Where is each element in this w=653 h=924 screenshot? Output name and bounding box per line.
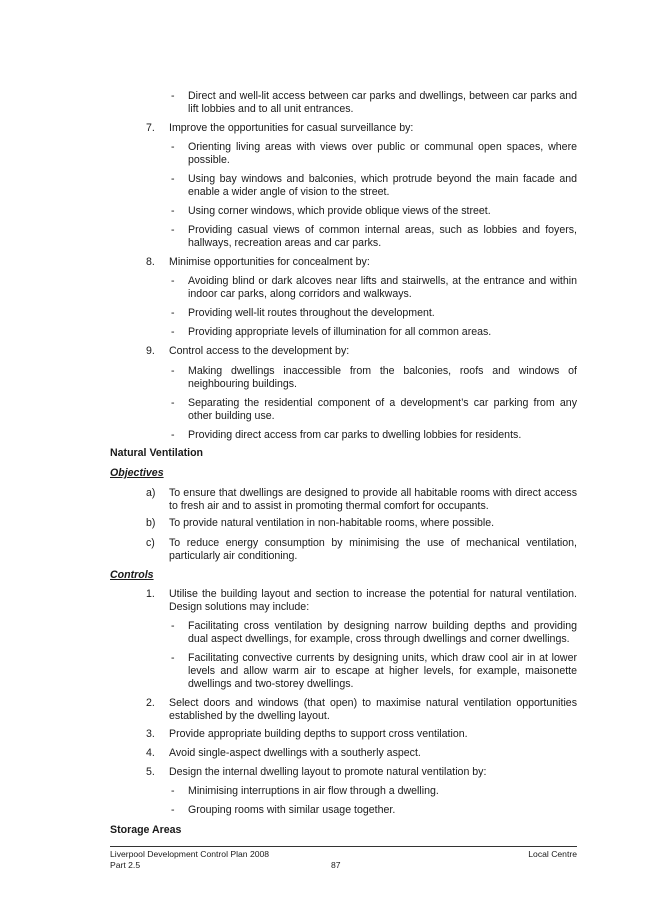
objective-item: To provide natural ventilation in non-habitable rooms, where possible. <box>169 517 495 529</box>
bullet-dash: - <box>171 804 175 816</box>
control-label: 5. <box>146 766 155 778</box>
bullet-dash: - <box>171 173 175 185</box>
list-item-bullet: Providing appropriate levels of illumination for all common areas. <box>188 326 492 338</box>
control-item: Provide appropriate building depths to support cross ventilation. <box>169 728 468 740</box>
list-item: Improve the opportunities for casual surveillance by: <box>169 122 414 134</box>
list-item: Minimise opportunities for concealment by: <box>169 256 370 268</box>
list-item-bullet: Providing well-lit routes throughout the development. <box>188 307 435 319</box>
footer-section: Local Centre <box>528 849 577 859</box>
section-heading: Natural Ventilation <box>110 447 204 459</box>
objectives-heading: Objectives <box>110 467 164 479</box>
objective-label: a) <box>146 487 156 499</box>
list-number: 9. <box>146 345 155 357</box>
bullet-dash: - <box>171 141 175 153</box>
list-item-bullet: Minimising interruptions in air flow through a dwelling. <box>188 785 439 797</box>
bullet-dash: - <box>171 275 175 287</box>
list-item-bullet: Orienting living areas with views over public or communal open spaces, where possible. <box>188 141 577 166</box>
bullet-dash: - <box>171 365 175 377</box>
objective-item: To ensure that dwellings are designed to provide all habitable rooms with direct access to fresh air and to assist in promoting thermal comfort for occupants. <box>169 487 577 512</box>
bullet-dash: - <box>171 785 175 797</box>
control-item: Utilise the building layout and section to increase the potential for natural ventilation. Design solutions may include: <box>169 588 577 613</box>
bullet-dash: - <box>171 652 175 664</box>
objective-label: c) <box>146 537 155 549</box>
list-item-bullet: Avoiding blind or dark alcoves near lifts and stairwells, at the entrance and within indoor car parks, along corridors and walkways. <box>188 275 577 300</box>
list-item-bullet: Grouping rooms with similar usage together. <box>188 804 396 816</box>
footer-divider <box>110 846 577 847</box>
control-item: Design the internal dwelling layout to promote natural ventilation by: <box>169 766 487 778</box>
list-item-bullet: Providing direct access from car parks to dwelling lobbies for residents. <box>188 429 522 441</box>
control-item: Avoid single-aspect dwellings with a southerly aspect. <box>169 747 421 759</box>
list-item-bullet: Using bay windows and balconies, which protrude beyond the main facade and enable a wider angle of vision to the street. <box>188 173 577 198</box>
control-label: 4. <box>146 747 155 759</box>
list-item-bullet: Facilitating convective currents by designing units, which draw cool air in at lower levels and allow warm air to escape at higher levels, for example, maisonette dwellings and two-storey dwellings. <box>188 652 577 690</box>
control-item: Select doors and windows (that open) to maximise natural ventilation opportunities established by the dwelling layout. <box>169 697 577 722</box>
list-item-bullet: Using corner windows, which provide oblique views of the street. <box>188 205 491 217</box>
bullet-dash: - <box>171 224 175 236</box>
bullet-dash: - <box>171 307 175 319</box>
section-heading: Storage Areas <box>110 824 182 836</box>
list-number: 8. <box>146 256 155 268</box>
objective-item: To reduce energy consumption by minimising the use of mechanical ventilation, particularly air conditioning. <box>169 537 577 562</box>
bullet-dash: - <box>171 326 175 338</box>
list-item-bullet: Providing casual views of common internal areas, such as lobbies and foyers, hallways, recreation areas and car parks. <box>188 224 577 249</box>
bullet-dash: - <box>171 205 175 217</box>
list-item-bullet: Making dwellings inaccessible from the balconies, roofs and windows of neighbouring buildings. <box>188 365 577 390</box>
control-label: 2. <box>146 697 155 709</box>
page-number: 87 <box>331 860 341 870</box>
list-item: Control access to the development by: <box>169 345 350 357</box>
footer-doc-title: Liverpool Development Control Plan 2008 <box>110 849 270 859</box>
footer-part: Part 2.5 <box>110 860 141 870</box>
bullet-dash: - <box>171 620 175 632</box>
control-label: 3. <box>146 728 155 740</box>
bullet-dash: - <box>171 90 175 102</box>
list-number: 7. <box>146 122 155 134</box>
list-item-bullet: Direct and well-lit access between car parks and dwellings, between car parks and lift lobbies and to all unit entrances. <box>188 90 577 115</box>
bullet-dash: - <box>171 429 175 441</box>
bullet-dash: - <box>171 397 175 409</box>
objective-label: b) <box>146 517 156 529</box>
list-item-bullet: Separating the residential component of a development’s car parking from any other building use. <box>188 397 577 422</box>
controls-heading: Controls <box>110 569 154 581</box>
control-label: 1. <box>146 588 155 600</box>
list-item-bullet: Facilitating cross ventilation by designing narrow building depths and providing dual aspect dwellings, for example, cross through dwellings and corner dwellings. <box>188 620 577 645</box>
